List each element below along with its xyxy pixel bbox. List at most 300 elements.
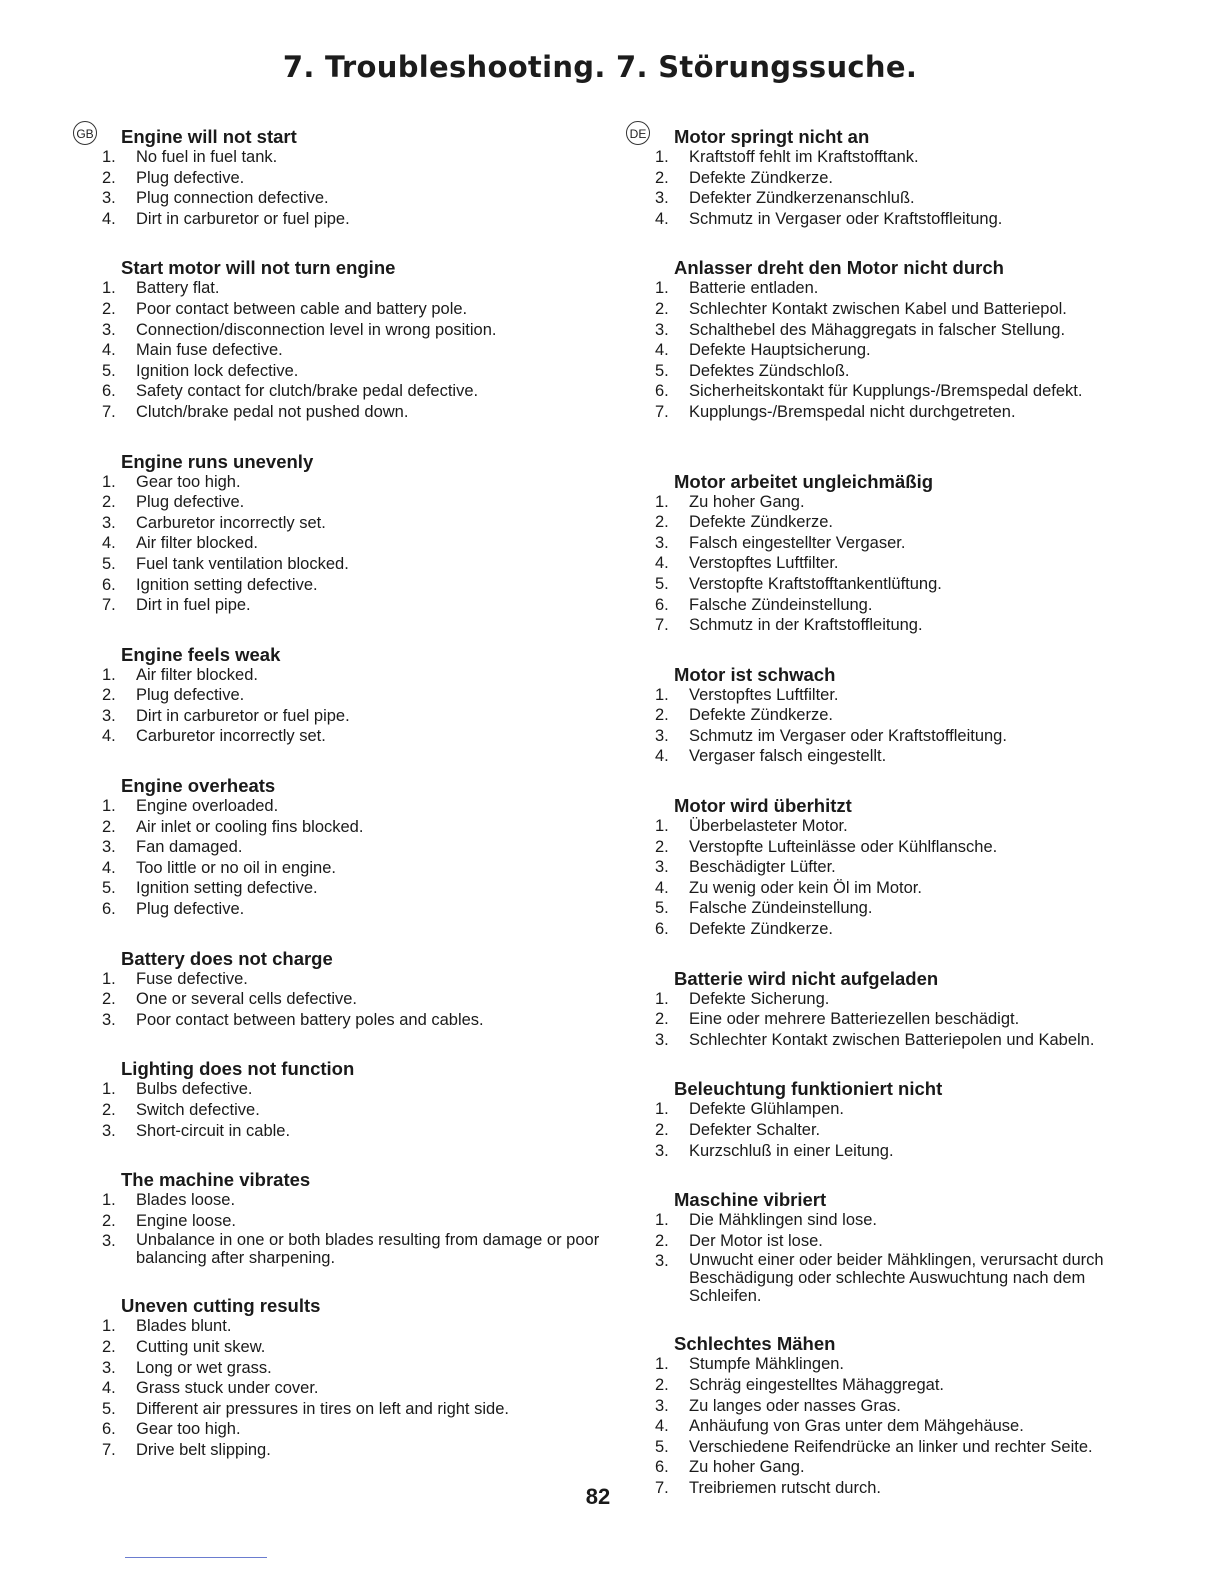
list-item-number: 3. [655, 1252, 669, 1271]
list-item-number: 7. [102, 596, 116, 615]
list-item-text: Dirt in carburetor or fuel pipe. [136, 209, 350, 228]
list-item-number: 2. [655, 299, 669, 318]
list-item [653, 705, 1133, 726]
list-item-text: Air filter blocked. [136, 534, 258, 553]
list-item [100, 1121, 630, 1142]
list-item-number: 1. [655, 989, 669, 1008]
list-item-text: Ignition setting defective. [136, 879, 318, 898]
list-item-text: Beschädigter Lüfter. [689, 858, 836, 877]
list-item-text: Batterie entladen. [689, 279, 819, 298]
list-item-number: 4. [655, 341, 669, 360]
list-item-text: Long or wet grass. [136, 1358, 272, 1377]
list-item-text: Verstopfte Lufteinlässe oder Kühlflansche. [689, 837, 998, 856]
list-item-text: Schmutz in Vergaser oder Kraftstoffleitung. [689, 209, 1003, 228]
cause-list [100, 665, 630, 747]
list-item [100, 209, 630, 230]
list-item-number: 4. [655, 878, 669, 897]
troubleshooting-section [100, 451, 630, 616]
list-item-text: Engine loose. [136, 1211, 236, 1230]
list-item-number: 5. [655, 1437, 669, 1456]
list-item-text: Defektes Zündschloß. [689, 361, 850, 380]
list-item-text: Connection/disconnection level in wrong position. [136, 320, 497, 339]
list-item-number: 1. [102, 1080, 116, 1099]
list-item-text: Schräg eingestelltes Mähaggregat. [689, 1375, 944, 1394]
list-item-number: 2. [655, 837, 669, 856]
list-item-number: 7. [655, 616, 669, 635]
list-item [100, 1190, 630, 1211]
list-item-number: 3. [655, 1141, 669, 1160]
list-item-text: Defekter Schalter. [689, 1121, 821, 1139]
list-item [100, 1100, 630, 1121]
list-item-number: 2. [655, 168, 669, 187]
list-item-number: 2. [102, 686, 116, 705]
troubleshooting-section [100, 1169, 630, 1267]
cause-list [100, 147, 630, 229]
list-item [653, 1210, 1133, 1231]
list-item-text: Blades loose. [136, 1191, 236, 1210]
list-item [653, 685, 1133, 706]
list-item-number: 2. [102, 990, 116, 1009]
list-item [100, 575, 630, 596]
list-item-text: Plug connection defective. [136, 189, 329, 208]
list-item [653, 615, 1133, 636]
list-item [100, 1231, 630, 1267]
list-item-text: Gear too high. [136, 472, 241, 491]
list-item-number: 6. [102, 900, 116, 919]
list-item-text: Clutch/brake pedal not pushed down. [136, 402, 409, 421]
list-item [653, 147, 1133, 168]
list-item [100, 402, 630, 423]
list-item [653, 299, 1133, 320]
list-item-number: 1. [655, 1100, 669, 1119]
list-item [100, 989, 630, 1010]
english-column [100, 126, 630, 1489]
cause-list [653, 278, 1133, 422]
list-item-text: Stumpfe Mähklingen. [689, 1355, 845, 1374]
list-item-text: Dirt in carburetor or fuel pipe. [136, 706, 350, 725]
cause-list [653, 492, 1133, 636]
cause-list [100, 1079, 630, 1141]
list-item [100, 817, 630, 838]
list-item [100, 1316, 630, 1337]
cause-list [100, 796, 630, 920]
list-item [653, 1251, 1133, 1305]
list-item-number: 1. [655, 1211, 669, 1230]
list-item [653, 1437, 1133, 1458]
list-item-text: Falsche Zündeinstellung. [689, 595, 873, 614]
list-item-text: Cutting unit skew. [136, 1337, 266, 1356]
list-item-number: 2. [655, 1231, 669, 1250]
list-item [653, 1099, 1133, 1120]
list-item [100, 1010, 630, 1031]
list-item-number: 4. [102, 341, 116, 360]
list-item-number: 4. [655, 1417, 669, 1436]
page-number: 82 [585, 1484, 611, 1509]
list-item [653, 1030, 1133, 1051]
list-item [653, 492, 1133, 513]
troubleshooting-section [100, 126, 630, 229]
list-item [653, 209, 1133, 230]
list-item-text: Die Mähklingen sind lose. [689, 1211, 878, 1230]
list-item-text: Poor contact between battery poles and cables. [136, 1010, 484, 1029]
list-item [653, 1457, 1133, 1478]
list-item-text: Schlechter Kontakt zwischen Batteriepolen und Kabeln. [689, 1030, 1095, 1049]
list-item-number: 1. [655, 817, 669, 836]
troubleshooting-section [653, 664, 1133, 767]
list-item [100, 1079, 630, 1100]
section-heading: Engine will not start [121, 126, 297, 147]
list-item-number: 7. [655, 402, 669, 421]
list-item-number: 3. [655, 726, 669, 745]
list-item [653, 1141, 1133, 1162]
list-item-number: 1. [655, 148, 669, 166]
list-item-text: Kurzschluß in einer Leitung. [689, 1141, 894, 1160]
troubleshooting-section [100, 1058, 630, 1141]
list-item [100, 299, 630, 320]
list-item-number: 3. [102, 706, 116, 725]
section-heading: Uneven cutting results [121, 1295, 321, 1317]
list-item-number: 3. [655, 1030, 669, 1049]
list-item-number: 1. [102, 1191, 116, 1210]
troubleshooting-section [100, 775, 630, 920]
list-item [100, 1337, 630, 1358]
list-item-number: 1. [102, 969, 116, 988]
list-item [653, 1354, 1133, 1375]
list-item [100, 796, 630, 817]
list-item-text: Plug defective. [136, 493, 245, 512]
troubleshooting-section [653, 471, 1133, 636]
list-item-text: Defekte Sicherung. [689, 989, 830, 1008]
list-item-text: Schlechter Kontakt zwischen Kabel und Batteriepol. [689, 299, 1067, 318]
list-item [653, 857, 1133, 878]
section-heading: Schlechtes Mähen [674, 1333, 836, 1355]
troubleshooting-section [100, 644, 630, 747]
list-item [100, 361, 630, 382]
list-item [653, 168, 1133, 189]
troubleshooting-section [653, 968, 1133, 1051]
list-item-number: 4. [655, 209, 669, 228]
section-heading: Engine runs unevenly [121, 450, 314, 472]
list-item-number: 4. [102, 1379, 116, 1398]
list-item [100, 513, 630, 534]
section-heading: Start motor will not turn engine [121, 257, 396, 279]
list-item-number: 7. [102, 1440, 116, 1459]
cause-list [100, 1190, 630, 1267]
list-item [100, 1419, 630, 1440]
list-item [653, 837, 1133, 858]
list-item-text: Ignition lock defective. [136, 361, 299, 380]
list-item-text: Defekte Zündkerze. [689, 920, 833, 939]
list-item [653, 816, 1133, 837]
list-item-number: 3. [102, 1010, 116, 1029]
list-item-number: 3. [655, 533, 669, 552]
list-item-number: 5. [102, 1399, 116, 1418]
list-item-text: Der Motor ist lose. [689, 1231, 823, 1250]
list-item-text: Kupplungs-/Bremspedal nicht durchgetreten. [689, 402, 1016, 421]
list-item [653, 595, 1133, 616]
list-item-number: 3. [102, 1232, 116, 1251]
list-item [100, 188, 630, 209]
list-item-number: 7. [655, 1478, 669, 1497]
german-column [653, 126, 1133, 1527]
list-item-text: Dirt in fuel pipe. [136, 596, 251, 615]
list-item [100, 1211, 630, 1232]
list-item [100, 533, 630, 554]
list-item [653, 320, 1133, 341]
troubleshooting-section [653, 1189, 1133, 1305]
list-item-number: 5. [102, 554, 116, 573]
list-item [653, 1396, 1133, 1417]
list-item [100, 381, 630, 402]
list-item-number: 3. [102, 189, 116, 208]
list-item-text: Defekte Zündkerze. [689, 513, 833, 532]
footer-divider [125, 1557, 267, 1558]
list-item-number: 5. [655, 574, 669, 593]
list-item [653, 919, 1133, 940]
list-item-text: Falsch eingestellter Vergaser. [689, 533, 906, 552]
list-item-number: 1. [102, 279, 116, 298]
list-item-text: Safety contact for clutch/brake pedal defective. [136, 382, 479, 401]
list-item-text: Falsche Zündeinstellung. [689, 899, 873, 918]
troubleshooting-section [653, 1078, 1133, 1161]
list-item-number: 4. [102, 209, 116, 228]
list-item-number: 2. [655, 1121, 669, 1139]
list-item-number: 2. [655, 513, 669, 532]
list-item [100, 878, 630, 899]
list-item [100, 726, 630, 747]
list-item-number: 3. [102, 513, 116, 532]
list-item-text: Unbalance in one or both blades resulting from damage or poor balancing after sharpening. [136, 1231, 600, 1268]
list-item-number: 6. [655, 595, 669, 614]
list-item-number: 4. [655, 747, 669, 766]
list-item-number: 4. [655, 554, 669, 573]
cause-list [100, 969, 630, 1031]
list-item-number: 6. [655, 920, 669, 939]
list-item [100, 706, 630, 727]
troubleshooting-section [653, 1333, 1133, 1498]
cause-list [653, 1099, 1133, 1161]
language-badge-gb: GB [73, 121, 97, 145]
section-heading: Lighting does not function [121, 1058, 355, 1080]
list-item-text: Bulbs defective. [136, 1080, 253, 1099]
list-item-number: 1. [655, 1355, 669, 1374]
list-item-text: Carburetor incorrectly set. [136, 513, 326, 532]
list-item-number: 2. [655, 706, 669, 725]
list-item-number: 2. [655, 1375, 669, 1394]
list-item-number: 2. [102, 299, 116, 318]
list-item-number: 1. [102, 148, 116, 166]
list-item [100, 278, 630, 299]
list-item-text: Switch defective. [136, 1101, 260, 1119]
list-item-text: Plug defective. [136, 686, 245, 705]
list-item-text: Different air pressures in tires on left and right side. [136, 1399, 509, 1418]
cause-list [100, 1316, 630, 1460]
list-item [100, 1358, 630, 1379]
list-item-number: 1. [655, 492, 669, 511]
list-item [100, 969, 630, 990]
list-item-text: Zu wenig oder kein Öl im Motor. [689, 878, 922, 897]
list-item [653, 1120, 1133, 1141]
list-item-number: 2. [102, 1211, 116, 1230]
list-item [653, 361, 1133, 382]
list-item-number: 3. [655, 189, 669, 208]
section-heading: Engine feels weak [121, 643, 281, 665]
list-item [653, 533, 1133, 554]
list-item [653, 574, 1133, 595]
list-item-number: 5. [655, 361, 669, 380]
list-item-text: Grass stuck under cover. [136, 1379, 319, 1398]
list-item-number: 6. [102, 575, 116, 594]
list-item-text: Zu hoher Gang. [689, 492, 805, 511]
list-item [100, 595, 630, 616]
list-item [653, 188, 1133, 209]
list-item-number: 2. [102, 493, 116, 512]
list-item [653, 726, 1133, 747]
list-item-text: Zu hoher Gang. [689, 1458, 805, 1477]
language-badge-de: DE [626, 121, 650, 145]
list-item-text: Too little or no oil in engine. [136, 858, 336, 877]
list-item-number: 6. [102, 1420, 116, 1439]
list-item-text: Main fuse defective. [136, 341, 283, 360]
list-item [653, 1416, 1133, 1437]
list-item [100, 554, 630, 575]
section-heading: Motor wird überhitzt [674, 795, 852, 817]
list-item-text: Poor contact between cable and battery pole. [136, 299, 468, 318]
list-item-number: 3. [102, 838, 116, 857]
list-item [653, 340, 1133, 361]
section-heading: Motor arbeitet ungleichmäßig [674, 470, 934, 492]
list-item-number: 3. [102, 1358, 116, 1377]
troubleshooting-section [653, 257, 1133, 422]
list-item-text: Carburetor incorrectly set. [136, 727, 326, 746]
list-item-number: 5. [102, 879, 116, 898]
list-item-text: Kraftstoff fehlt im Kraftstofftank. [689, 148, 919, 166]
list-item-text: Fan damaged. [136, 838, 243, 857]
troubleshooting-section [100, 1295, 630, 1460]
list-item-number: 5. [102, 361, 116, 380]
list-item [100, 665, 630, 686]
list-item-number: 6. [655, 382, 669, 401]
list-item-number: 7. [102, 402, 116, 421]
list-item [100, 1378, 630, 1399]
list-item [100, 472, 630, 493]
list-item-text: One or several cells defective. [136, 990, 358, 1009]
list-item [653, 1231, 1133, 1252]
list-item [653, 278, 1133, 299]
list-item [653, 1009, 1133, 1030]
cause-list [653, 1210, 1133, 1305]
list-item-text: Schmutz im Vergaser oder Kraftstoffleitung. [689, 726, 1007, 745]
list-item-text: Defekte Zündkerze. [689, 706, 833, 725]
section-heading: Maschine vibriert [674, 1189, 827, 1211]
section-heading: Motor springt nicht an [674, 126, 870, 147]
list-item-text: Engine overloaded. [136, 797, 279, 816]
list-item-number: 6. [102, 382, 116, 401]
section-heading: Anlasser dreht den Motor nicht durch [674, 257, 1004, 279]
troubleshooting-section [653, 126, 1133, 229]
list-item-text: Defekter Zündkerzenanschluß. [689, 189, 915, 208]
list-item-number: 5. [655, 899, 669, 918]
list-item-number: 3. [102, 320, 116, 339]
list-item-number: 2. [102, 1101, 116, 1119]
list-item-number: 2. [102, 1337, 116, 1356]
list-item-text: Schalthebel des Mähaggregats in falscher Stellung. [689, 320, 1066, 339]
list-item-number: 6. [655, 1458, 669, 1477]
list-item-text: Plug defective. [136, 168, 245, 187]
cause-list [653, 1354, 1133, 1498]
list-item-number: 1. [102, 797, 116, 816]
list-item [100, 1399, 630, 1420]
list-item-text: Überbelasteter Motor. [689, 817, 848, 836]
list-item-number: 3. [655, 320, 669, 339]
list-item [653, 553, 1133, 574]
list-item [653, 746, 1133, 767]
list-item-number: 1. [655, 279, 669, 298]
list-item-text: Treibriemen rutscht durch. [689, 1478, 881, 1497]
cause-list [653, 685, 1133, 767]
list-item-text: Air inlet or cooling fins blocked. [136, 817, 364, 836]
list-item-text: Drive belt slipping. [136, 1440, 271, 1459]
list-item-text: Battery flat. [136, 279, 220, 298]
list-item-number: 1. [655, 685, 669, 704]
list-item-number: 3. [102, 1121, 116, 1140]
cause-list [653, 989, 1133, 1051]
list-item-text: Plug defective. [136, 900, 245, 919]
section-heading: Engine overheats [121, 775, 276, 797]
list-item-number: 1. [102, 472, 116, 491]
section-heading: Motor ist schwach [674, 663, 836, 685]
list-item-text: Verstopftes Luftfilter. [689, 685, 839, 704]
list-item-text: Air filter blocked. [136, 665, 258, 684]
list-item [653, 512, 1133, 533]
list-item [653, 989, 1133, 1010]
list-item-text: Sicherheitskontakt für Kupplungs-/Bremspedal defekt. [689, 382, 1083, 401]
list-item-number: 4. [102, 534, 116, 553]
list-item [100, 685, 630, 706]
list-item [100, 147, 630, 168]
list-item-number: 3. [655, 1396, 669, 1415]
list-item [100, 1440, 630, 1461]
list-item-text: Ignition setting defective. [136, 575, 318, 594]
list-item-text: Defekte Hauptsicherung. [689, 341, 871, 360]
list-item-number: 2. [655, 1010, 669, 1029]
list-item-text: Anhäufung von Gras unter dem Mähgehäuse. [689, 1417, 1024, 1436]
list-item-text: Eine oder mehrere Batteriezellen beschädigt. [689, 1010, 1020, 1029]
list-item [100, 168, 630, 189]
list-item [100, 837, 630, 858]
list-item [653, 402, 1133, 423]
list-item [100, 899, 630, 920]
list-item-number: 1. [102, 665, 116, 684]
page-title: 7. Troubleshooting. 7. Störungssuche. [282, 50, 918, 84]
list-item-text: Blades blunt. [136, 1317, 232, 1336]
list-item-text: Vergaser falsch eingestellt. [689, 747, 887, 766]
list-item [653, 381, 1133, 402]
list-item [100, 858, 630, 879]
troubleshooting-section [653, 795, 1133, 940]
list-item-text: Verstopfte Kraftstofftankentlüftung. [689, 574, 942, 593]
cause-list [653, 816, 1133, 940]
list-item-text: Unwucht einer oder beider Mähklingen, verursacht durch Beschädigung oder schlechte Auswuchtung nach dem Schleifen. [689, 1251, 1104, 1306]
list-item [100, 320, 630, 341]
list-item [100, 492, 630, 513]
list-item-text: Defekte Glühlampen. [689, 1100, 845, 1119]
list-item-number: 1. [102, 1317, 116, 1336]
troubleshooting-section [100, 257, 630, 422]
list-item-number: 2. [102, 817, 116, 836]
list-item-text: Gear too high. [136, 1420, 241, 1439]
list-item-number: 2. [102, 168, 116, 187]
